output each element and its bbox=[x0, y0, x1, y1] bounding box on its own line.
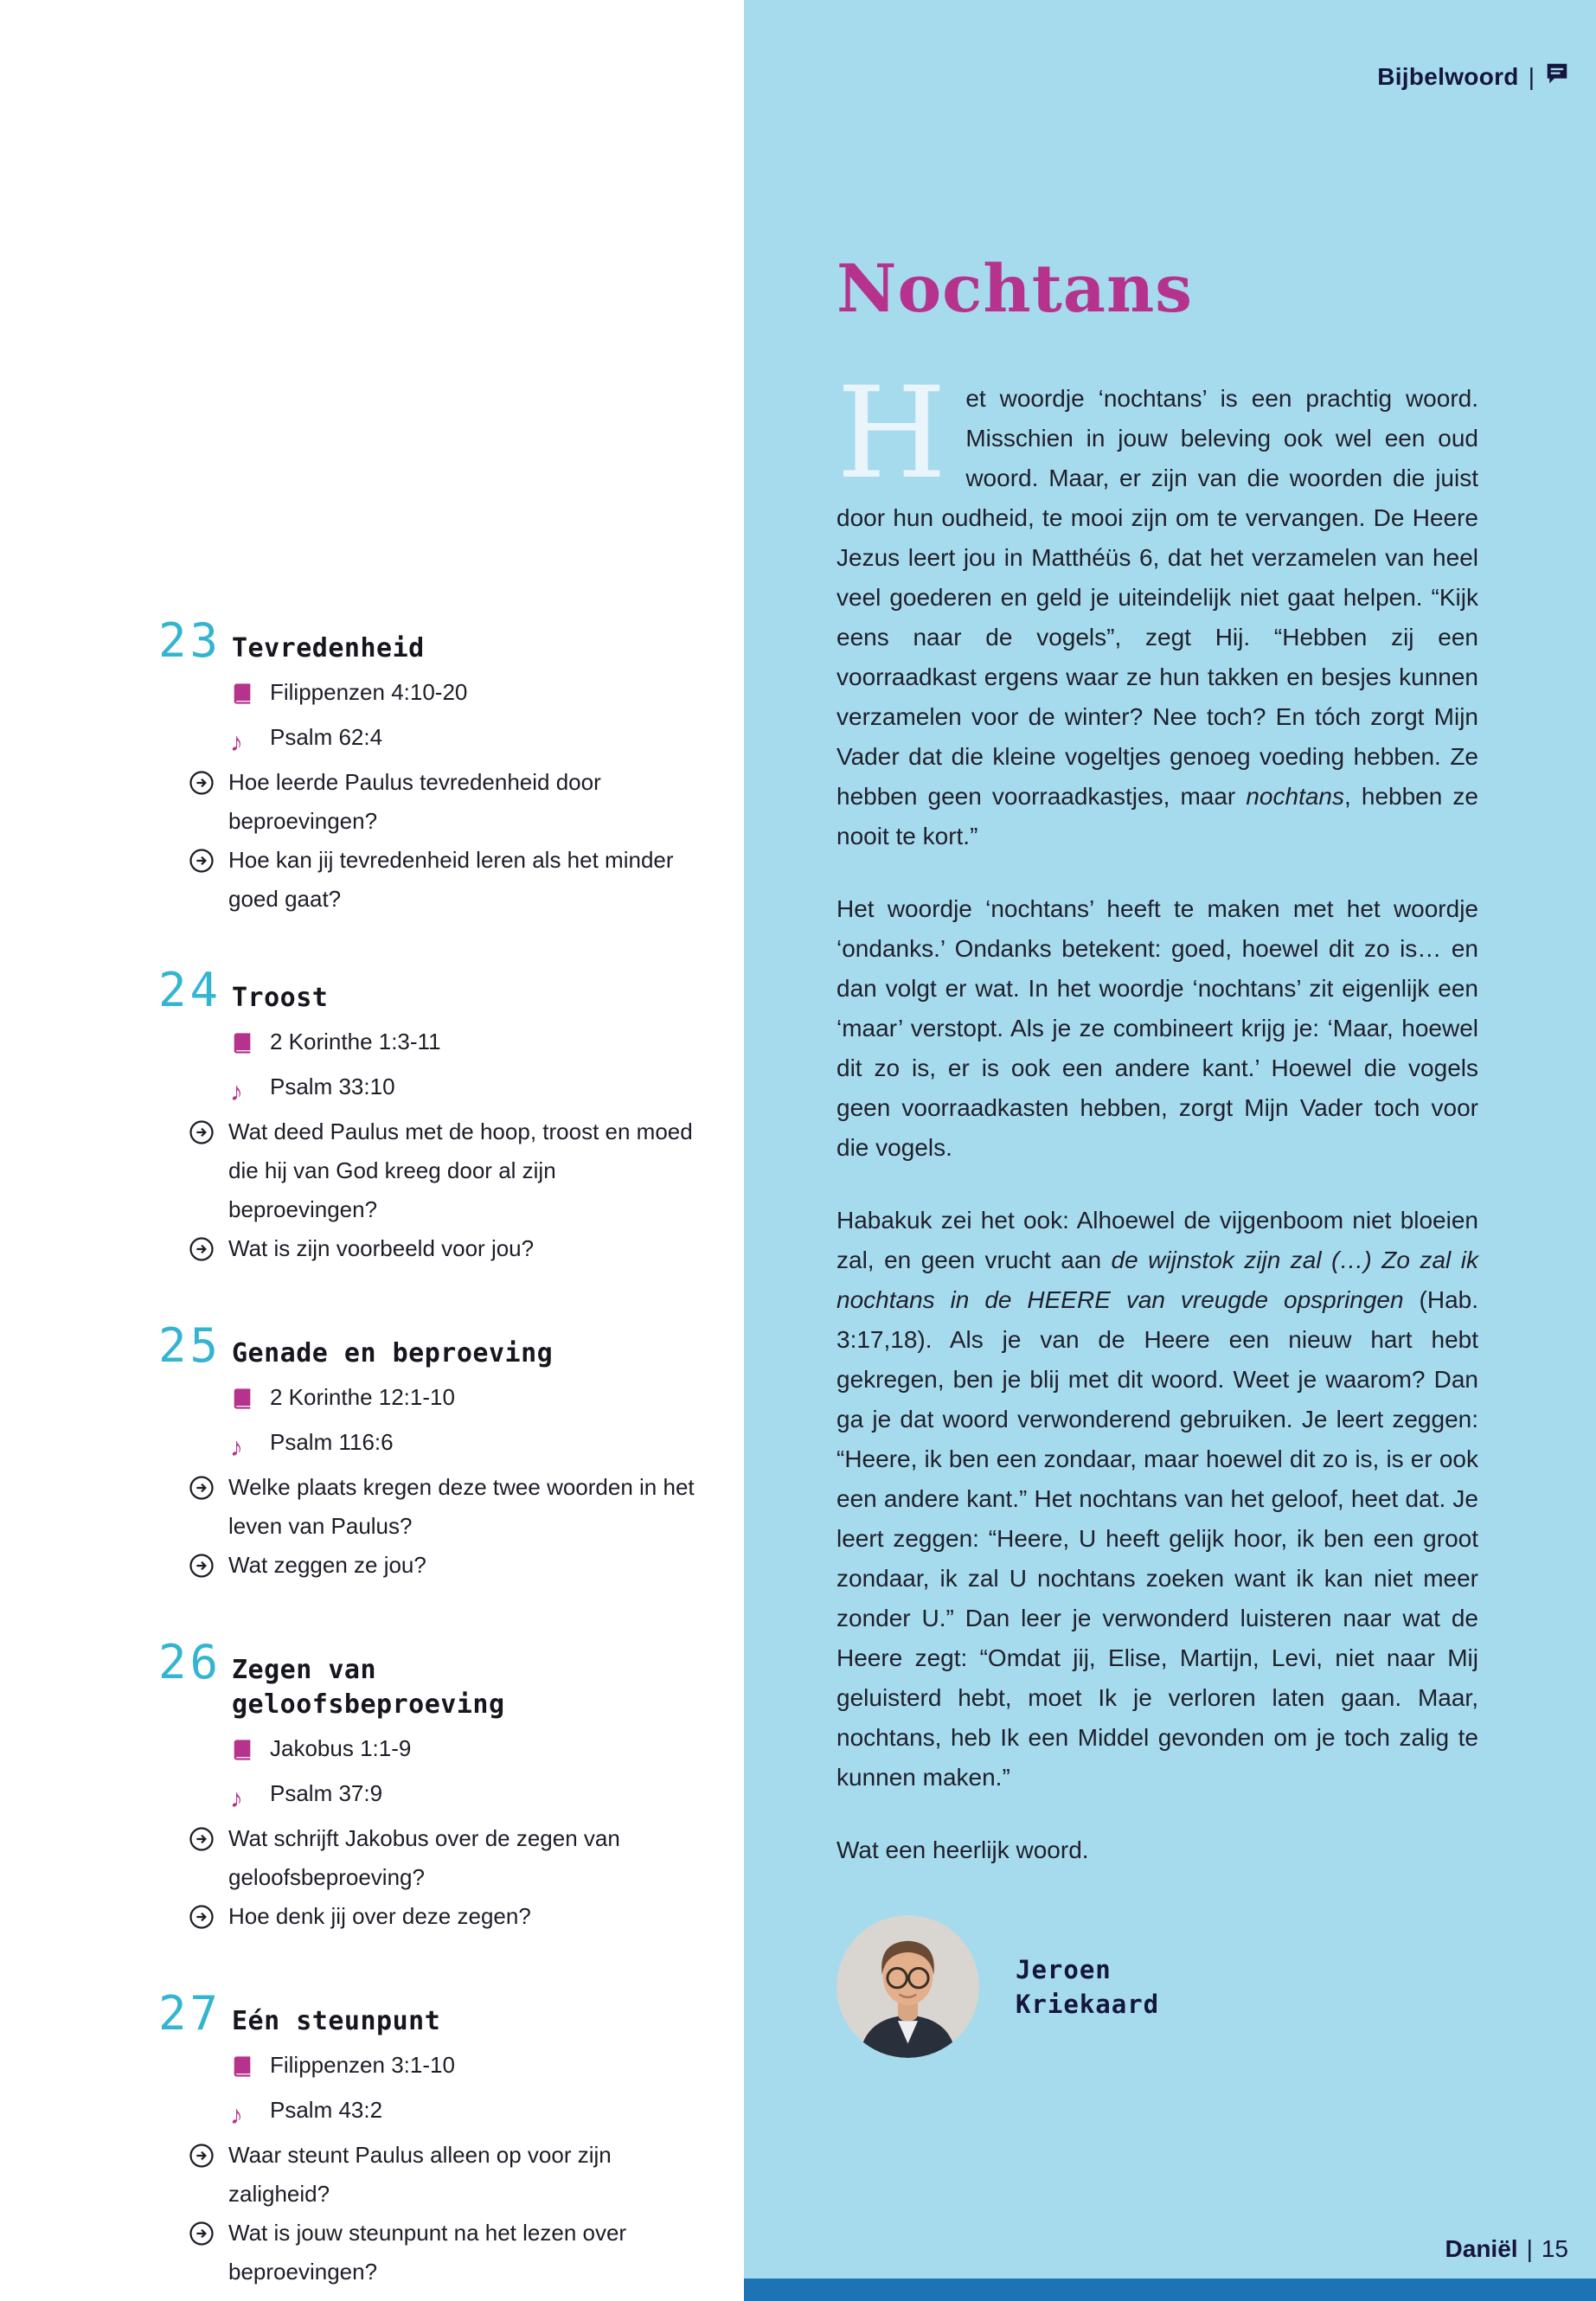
question-row bbox=[189, 763, 695, 841]
psalm-reference: Psalm 116:6 bbox=[270, 1429, 394, 1455]
arrow-circle-icon bbox=[189, 763, 228, 808]
lesson-head bbox=[158, 1318, 695, 1373]
reading-reference: 2 Korinthe 1:3-11 bbox=[270, 1029, 441, 1054]
author-first-name: Jeroen bbox=[1016, 1954, 1112, 1984]
lesson-number: 27 bbox=[158, 1986, 222, 2041]
lesson-title: Tevredenheid bbox=[232, 633, 425, 663]
question-text: Hoe leerde Paulus tevredenheid door beproevingen? bbox=[228, 769, 601, 834]
header-separator: | bbox=[1528, 62, 1535, 90]
reading-reference: Filippenzen 3:1-10 bbox=[270, 2052, 455, 2078]
reading-row bbox=[230, 1378, 695, 1423]
section-header bbox=[1377, 61, 1570, 93]
speech-bubble-icon bbox=[1544, 61, 1570, 93]
psalm-row bbox=[230, 1067, 695, 1112]
question-text: Waar steunt Paulus alleen op voor zijn zaligheid? bbox=[228, 2142, 612, 2207]
psalm-reference: Psalm 62:4 bbox=[270, 724, 383, 750]
drop-cap: H bbox=[836, 360, 947, 507]
arrow-circle-icon bbox=[189, 1112, 228, 1157]
question-row bbox=[189, 841, 695, 919]
question-row bbox=[189, 2136, 695, 2214]
psalm-reference: Psalm 37:9 bbox=[270, 1780, 383, 1806]
page-number: 15 bbox=[1541, 2235, 1568, 2262]
book-icon bbox=[230, 2046, 270, 2091]
lesson-title: Eén steunpunt bbox=[232, 2006, 441, 2036]
question-row bbox=[189, 1112, 695, 1229]
book-icon bbox=[230, 1378, 270, 1423]
question-text: Hoe denk jij over deze zegen? bbox=[228, 1903, 531, 1929]
lesson-head bbox=[158, 613, 695, 668]
lesson-title: Troost bbox=[232, 983, 329, 1013]
question-text: Wat is zijn voorbeeld voor jou? bbox=[228, 1235, 535, 1261]
author-block bbox=[836, 1915, 1478, 2058]
lesson-item-24 bbox=[158, 963, 695, 1274]
section-name: Bijbelwoord bbox=[1377, 62, 1519, 90]
question-row bbox=[189, 1819, 695, 1897]
arrow-circle-icon bbox=[189, 1819, 228, 1864]
article-panel bbox=[744, 0, 1596, 2301]
psalm-reference: Psalm 43:2 bbox=[270, 2097, 383, 2123]
lesson-list-column bbox=[0, 0, 744, 2301]
question-text: Wat deed Paulus met de hoop, troost en moed die hij van God kreeg door al zijn beproevingen? bbox=[228, 1118, 693, 1222]
arrow-circle-icon bbox=[189, 1897, 228, 1942]
reading-reference: Jakobus 1:1-9 bbox=[270, 1735, 412, 1761]
lesson-title: Genade en beproeving bbox=[232, 1338, 554, 1368]
music-note-icon: ♪ bbox=[230, 1785, 243, 1813]
bottom-accent-bar bbox=[744, 2279, 1596, 2301]
author-name bbox=[1016, 1952, 1159, 2022]
reading-reference: 2 Korinthe 12:1-10 bbox=[270, 1384, 455, 1410]
psalm-row bbox=[230, 1774, 695, 1819]
magazine-name: Daniël bbox=[1445, 2235, 1518, 2262]
music-note-icon: ♪ bbox=[230, 2101, 243, 2130]
reading-row bbox=[230, 1729, 695, 1774]
question-text: Hoe kan jij tevredenheid leren als het minder goed gaat? bbox=[228, 847, 674, 912]
question-row bbox=[189, 1897, 695, 1942]
psalm-row bbox=[230, 1423, 695, 1468]
lesson-head bbox=[158, 963, 695, 1017]
article-body bbox=[836, 360, 1479, 2058]
arrow-circle-icon bbox=[189, 2136, 228, 2181]
reading-row bbox=[230, 673, 695, 718]
lesson-item-25 bbox=[158, 1318, 695, 1591]
arrow-circle-icon bbox=[189, 1546, 228, 1591]
question-text: Wat zeggen ze jou? bbox=[228, 1552, 426, 1578]
article-paragraph-1 bbox=[836, 360, 1478, 856]
lesson-item-23 bbox=[158, 613, 695, 919]
arrow-circle-icon bbox=[189, 1229, 228, 1274]
lesson-number: 26 bbox=[158, 1635, 222, 1689]
lesson-item-27 bbox=[158, 1986, 695, 2291]
lesson-head bbox=[158, 1986, 695, 2041]
page-footer bbox=[1445, 2235, 1568, 2263]
reading-row bbox=[230, 2046, 695, 2091]
article-paragraph-2: Het woordje ‘nochtans’ heeft te maken met het woordje ‘ondanks.’ Ondanks betekent: goed, hoewel dit zo is… en dan volgt er wat. In het woordje ‘nochtans’ zit eigenlijk een ‘maar’ verstopt. Als je ze combineert krijg je: ‘Maar, hoewel dit zo is, er is ook een andere kant.’ Hoewel die vogels geen voorraadkasten hebben, zorgt Mijn Vader toch voor die vogels. bbox=[836, 895, 1478, 1161]
book-icon bbox=[230, 1022, 270, 1067]
question-row bbox=[189, 1546, 695, 1591]
music-note-icon: ♪ bbox=[230, 1433, 243, 1462]
question-row bbox=[189, 1468, 695, 1546]
question-text: Wat is jouw steunpunt na het lezen over beproevingen? bbox=[228, 2220, 627, 2285]
reading-reference: Filippenzen 4:10-20 bbox=[270, 679, 468, 705]
question-text: Welke plaats kregen deze twee woorden in het leven van Paulus? bbox=[228, 1474, 695, 1539]
question-text: Wat schrijft Jakobus over de zegen van geloofsbeproeving? bbox=[228, 1825, 620, 1890]
arrow-circle-icon bbox=[189, 2214, 228, 2259]
lesson-title: Zegen van geloofsbeproeving bbox=[232, 1655, 505, 1720]
music-note-icon: ♪ bbox=[230, 728, 243, 757]
paragraph-text: et woordje ‘nochtans’ is een prachtig woord. Misschien in jouw beleving ook wel een oud woord. Maar, er zijn van die woorden die juist door hun oudheid, te mooi zijn om te vervangen. De Heere Jezus leert jou in Matthéüs 6, dat het verzamelen van heel veel goederen en geld je uiteindelijk niet gaat helpen. “Kijk eens naar de vogels”, zegt Hij. “Hebben zij een voorraadkast ergens waar ze hun takken en besjes kunnen verzamelen voor de winter? Nee toch? En tóch zorgt Mijn Vader dat die kleine vogeltjes genoeg voeding hebben. Ze hebben geen voorraadkastjes, maar nochtans, hebben ze nooit te kort.” bbox=[836, 385, 1478, 849]
footer-separator: | bbox=[1526, 2235, 1533, 2262]
psalm-reference: Psalm 33:10 bbox=[270, 1074, 395, 1099]
question-row bbox=[189, 1229, 695, 1274]
arrow-circle-icon bbox=[189, 1468, 228, 1513]
question-row bbox=[189, 2214, 695, 2291]
book-icon bbox=[230, 1729, 270, 1774]
lesson-number: 24 bbox=[158, 963, 222, 1017]
psalm-row bbox=[230, 2091, 695, 2136]
reading-row bbox=[230, 1022, 695, 1067]
lesson-number: 25 bbox=[158, 1318, 222, 1373]
article-title: Nochtans bbox=[836, 250, 1194, 327]
lesson-number: 23 bbox=[158, 613, 222, 668]
article-closing: Wat een heerlijk woord. bbox=[836, 1836, 1089, 1863]
arrow-circle-icon bbox=[189, 841, 228, 886]
author-last-name: Kriekaard bbox=[1016, 1989, 1160, 2019]
book-icon bbox=[230, 673, 270, 718]
lesson-item-26 bbox=[158, 1635, 695, 1942]
psalm-row bbox=[230, 718, 695, 763]
article-paragraph-3: Habakuk zei het ook: Alhoewel de vijgenboom niet bloeien zal, en geen vrucht aan de wijnstok zijn zal (…) Zo zal ik nochtans in de HEERE van vreugde opspringen (Hab. 3:17,18). Als je van de Heere een nieuw hart hebt gekregen, ben je blij met dit woord. Weet je waarom? Dan ga je dat woord verwonderend gebruiken. Je leert zeggen: “Heere, ik ben een zondaar, maar hoewel dit zo is, is er ook een andere kant.” Het nochtans van het geloof, heet dat. Je leert zeggen: “Heere, U heeft gelijk hoor, ik ben een groot zondaar, ik zal U nochtans zoeken want ik kan niet meer zonder U.” Dan leer je verwonderd luisteren naar wat de Heere zegt: “Omdat jij, Elise, Martijn, Levi, niet naar Mij geluisterd hebt, moet Ik je verloren laten gaan. Maar, nochtans, heb Ik een Middel gevonden om je toch zalig te kunnen maken.” bbox=[836, 1207, 1479, 1791]
author-photo bbox=[836, 1915, 979, 2058]
lesson-head bbox=[158, 1635, 695, 1722]
music-note-icon: ♪ bbox=[230, 1078, 243, 1106]
